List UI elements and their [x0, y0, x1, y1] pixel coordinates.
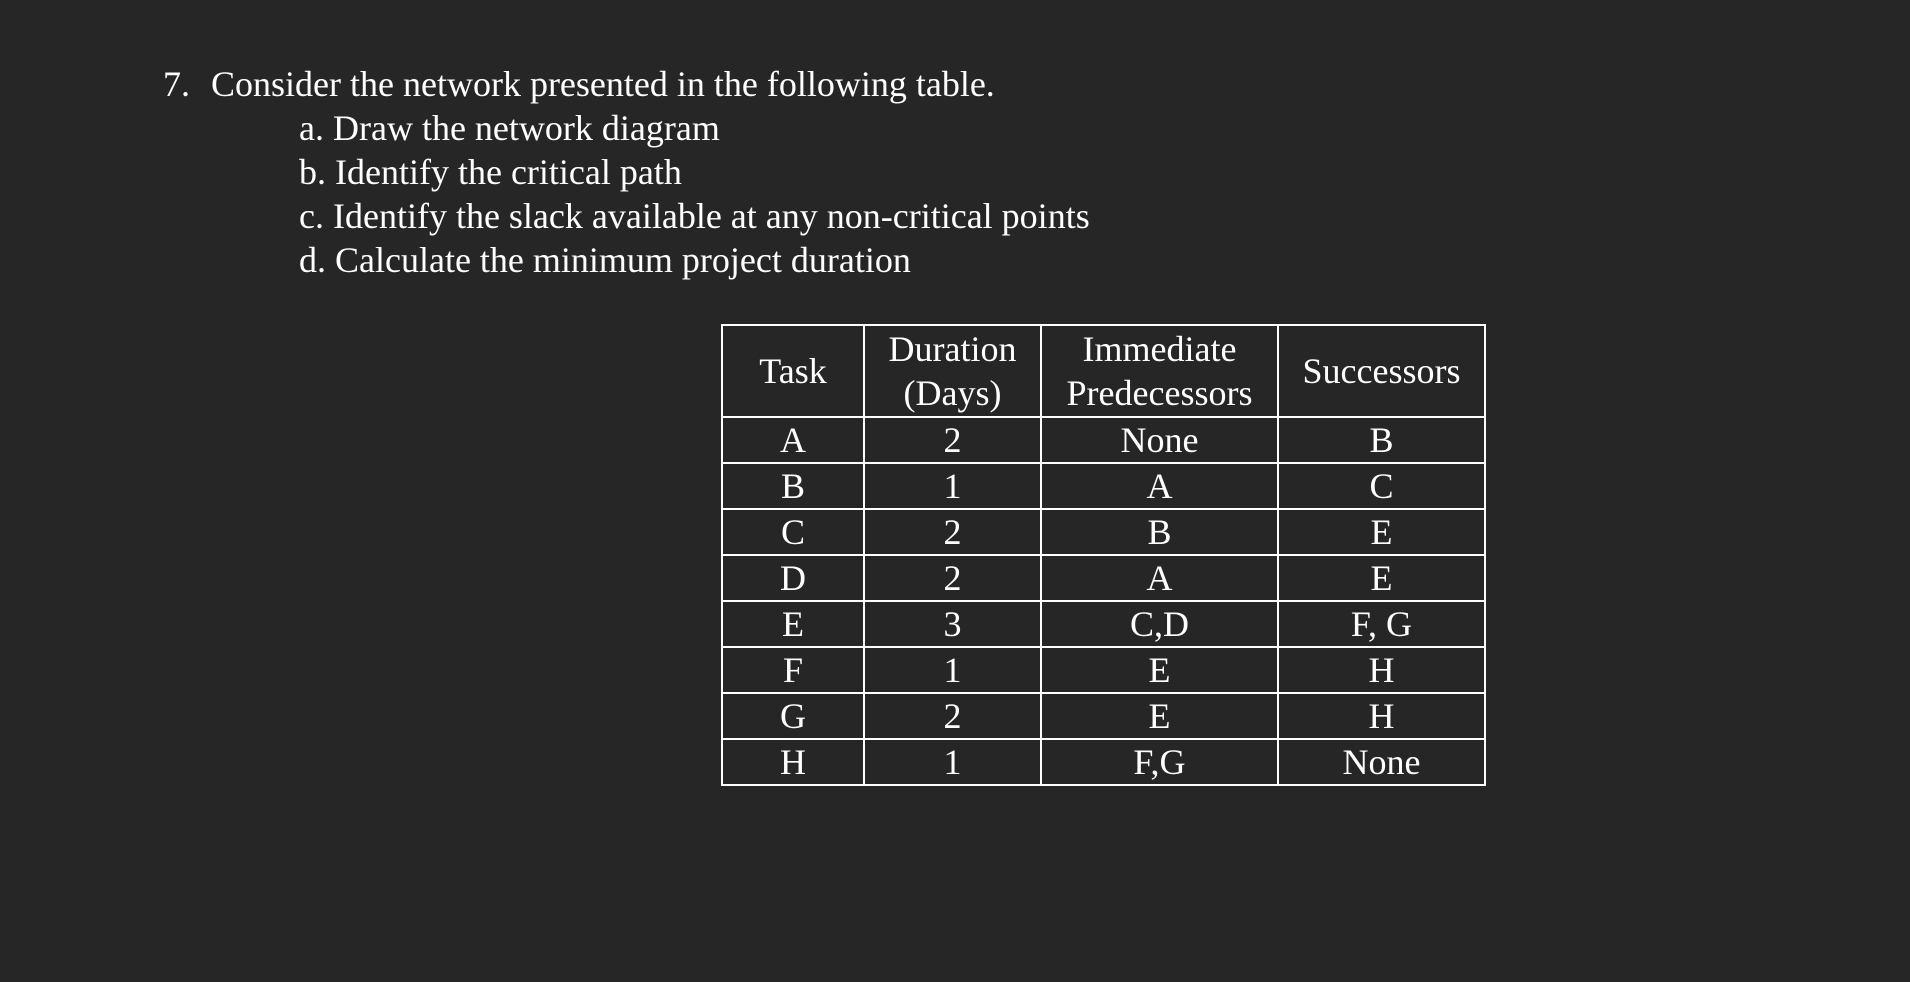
- table-row: [722, 739, 1485, 785]
- network-table: [721, 324, 1486, 786]
- cell-task: G: [722, 693, 864, 739]
- header-successors: Successors: [1278, 325, 1485, 417]
- table-row: [722, 463, 1485, 509]
- header-predecessors: Immediate Predecessors: [1041, 325, 1278, 417]
- question-heading: [163, 62, 995, 106]
- table-row: [722, 555, 1485, 601]
- cell-predecessors: A: [1041, 463, 1278, 509]
- cell-successors: None: [1278, 739, 1485, 785]
- part-c: c. Identify the slack available at any non-critical points: [299, 196, 1090, 236]
- cell-predecessors: E: [1041, 647, 1278, 693]
- cell-duration: 1: [864, 647, 1041, 693]
- cell-predecessors: A: [1041, 555, 1278, 601]
- cell-task: E: [722, 601, 864, 647]
- cell-task: C: [722, 509, 864, 555]
- cell-successors: H: [1278, 647, 1485, 693]
- cell-duration: 2: [864, 555, 1041, 601]
- part-a: a. Draw the network diagram: [299, 108, 720, 148]
- cell-task: F: [722, 647, 864, 693]
- cell-duration: 1: [864, 463, 1041, 509]
- cell-successors: B: [1278, 417, 1485, 463]
- question-text: Consider the network presented in the following table.: [211, 64, 995, 104]
- cell-task: A: [722, 417, 864, 463]
- cell-duration: 2: [864, 417, 1041, 463]
- cell-duration: 2: [864, 693, 1041, 739]
- table-row: [722, 647, 1485, 693]
- part-d: d. Calculate the minimum project duration: [299, 240, 911, 280]
- cell-predecessors: C,D: [1041, 601, 1278, 647]
- cell-task: B: [722, 463, 864, 509]
- table-row: [722, 509, 1485, 555]
- cell-successors: E: [1278, 555, 1485, 601]
- cell-successors: H: [1278, 693, 1485, 739]
- cell-predecessors: F,G: [1041, 739, 1278, 785]
- table-row: [722, 693, 1485, 739]
- cell-successors: E: [1278, 509, 1485, 555]
- cell-duration: 2: [864, 509, 1041, 555]
- header-task: Task: [722, 325, 864, 417]
- cell-successors: C: [1278, 463, 1485, 509]
- cell-task: H: [722, 739, 864, 785]
- table-header-row: [722, 325, 1485, 417]
- cell-task: D: [722, 555, 864, 601]
- header-duration: Duration (Days): [864, 325, 1041, 417]
- cell-successors: F, G: [1278, 601, 1485, 647]
- cell-predecessors: E: [1041, 693, 1278, 739]
- table-row: [722, 417, 1485, 463]
- table-row: [722, 601, 1485, 647]
- cell-predecessors: None: [1041, 417, 1278, 463]
- part-b: b. Identify the critical path: [299, 152, 682, 192]
- question-parts: [299, 106, 1090, 282]
- question-number: 7.: [163, 64, 190, 104]
- cell-predecessors: B: [1041, 509, 1278, 555]
- cell-duration: 3: [864, 601, 1041, 647]
- cell-duration: 1: [864, 739, 1041, 785]
